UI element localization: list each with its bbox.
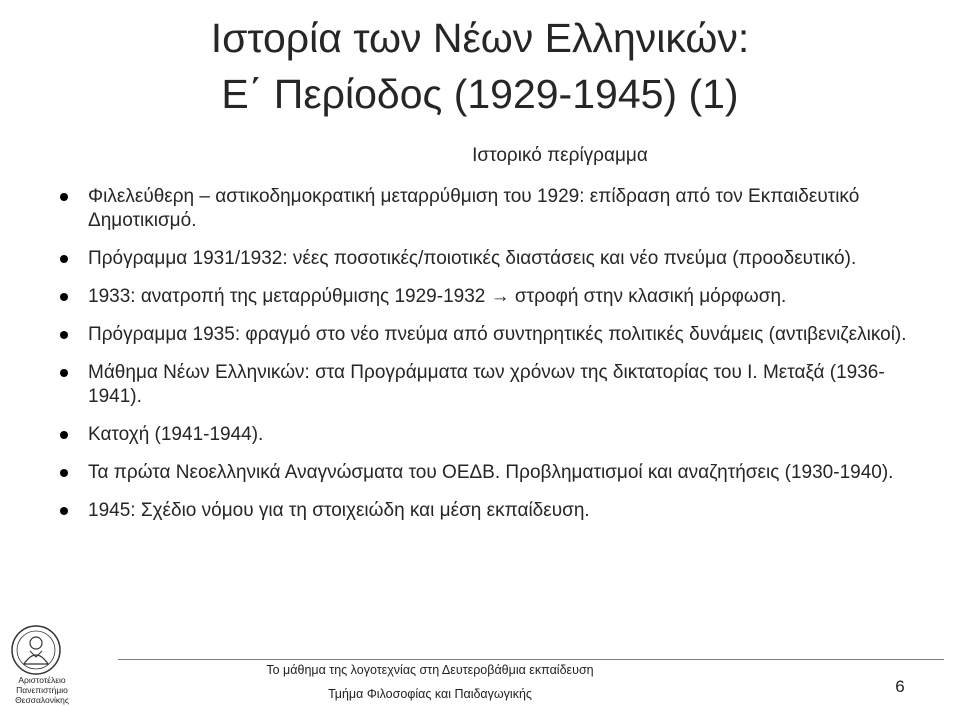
slide-subtitle: Ιστορικό περίγραμμα	[472, 145, 648, 166]
bullet-item	[58, 185, 928, 233]
bullet-dot-icon	[60, 255, 68, 263]
bullet-item	[58, 323, 928, 347]
bullet-dot-icon	[60, 369, 68, 377]
university-name-line-3: Θεσσαλονίκης	[15, 695, 69, 705]
slide-title	[120, 10, 840, 122]
bullet-text: Πρόγραμμα 1931/1932: νέες ποσοτικές/ποιοτικές διαστάσεις και νέο πνεύμα (προοδευτικό).	[88, 248, 857, 269]
footer-course-title: Το μάθημα της λογοτεχνίας στη Δευτεροβάθμια εκπαίδευση	[266, 663, 594, 677]
bullet-text: Φιλελεύθερη – αστικοδημοκρατική μεταρρύθμιση του 1929: επίδραση από τον Εκπαιδευτικό Δημοτικισμό.	[88, 186, 860, 231]
bullet-dot-icon	[60, 431, 68, 439]
bullet-text: 1933: ανατροπή της μεταρρύθμισης 1929-1932 → στροφή στην κλασική μόρφωση.	[88, 286, 787, 307]
university-seal-icon	[10, 624, 62, 676]
bullet-item	[58, 499, 928, 523]
bullet-dot-icon	[60, 193, 68, 201]
footer-department: Τμήμα Φιλοσοφίας και Παιδαγωγικής	[328, 687, 532, 701]
bullet-item	[58, 247, 928, 271]
slide-title-line-2: Ε΄ Περίοδος (1929-1945) (1)	[221, 71, 739, 117]
bullet-text: Κατοχή (1941-1944).	[88, 424, 264, 445]
bullet-list	[58, 185, 928, 537]
bullet-text: Μάθημα Νέων Ελληνικών: στα Προγράμματα των χρόνων της δικτατορίας του Ι. Μεταξά (1936-1941).	[88, 362, 885, 407]
bullet-text: Τα πρώτα Νεοελληνικά Αναγνώσματα του ΟΕΔΒ. Προβληματισμοί και αναζητήσεις (1930-1940).	[88, 462, 894, 483]
bullet-item	[58, 461, 928, 485]
university-name-line-2: Πανεπιστήμιο	[16, 685, 68, 695]
bullet-dot-icon	[60, 331, 68, 339]
bullet-text: Πρόγραμμα 1935: φραγμό στο νέο πνεύμα από συντηρητικές πολιτικές δυνάμεις (αντιβενιζελικοί).	[88, 324, 907, 345]
footer-divider	[118, 659, 944, 660]
bullet-dot-icon	[60, 469, 68, 477]
university-name	[2, 675, 82, 705]
bullet-item	[58, 285, 928, 309]
university-name-line-1: Αριστοτέλειο	[18, 675, 66, 685]
bullet-item	[58, 423, 928, 447]
bullet-item	[58, 361, 928, 409]
slide-title-line-1: Ιστορία των Νέων Ελληνικών:	[210, 15, 750, 61]
bullet-text: 1945: Σχέδιο νόμου για τη στοιχειώδη και μέση εκπαίδευση.	[88, 500, 590, 521]
bullet-dot-icon	[60, 507, 68, 515]
bullet-dot-icon	[60, 293, 68, 301]
page-number: 6	[895, 677, 905, 696]
